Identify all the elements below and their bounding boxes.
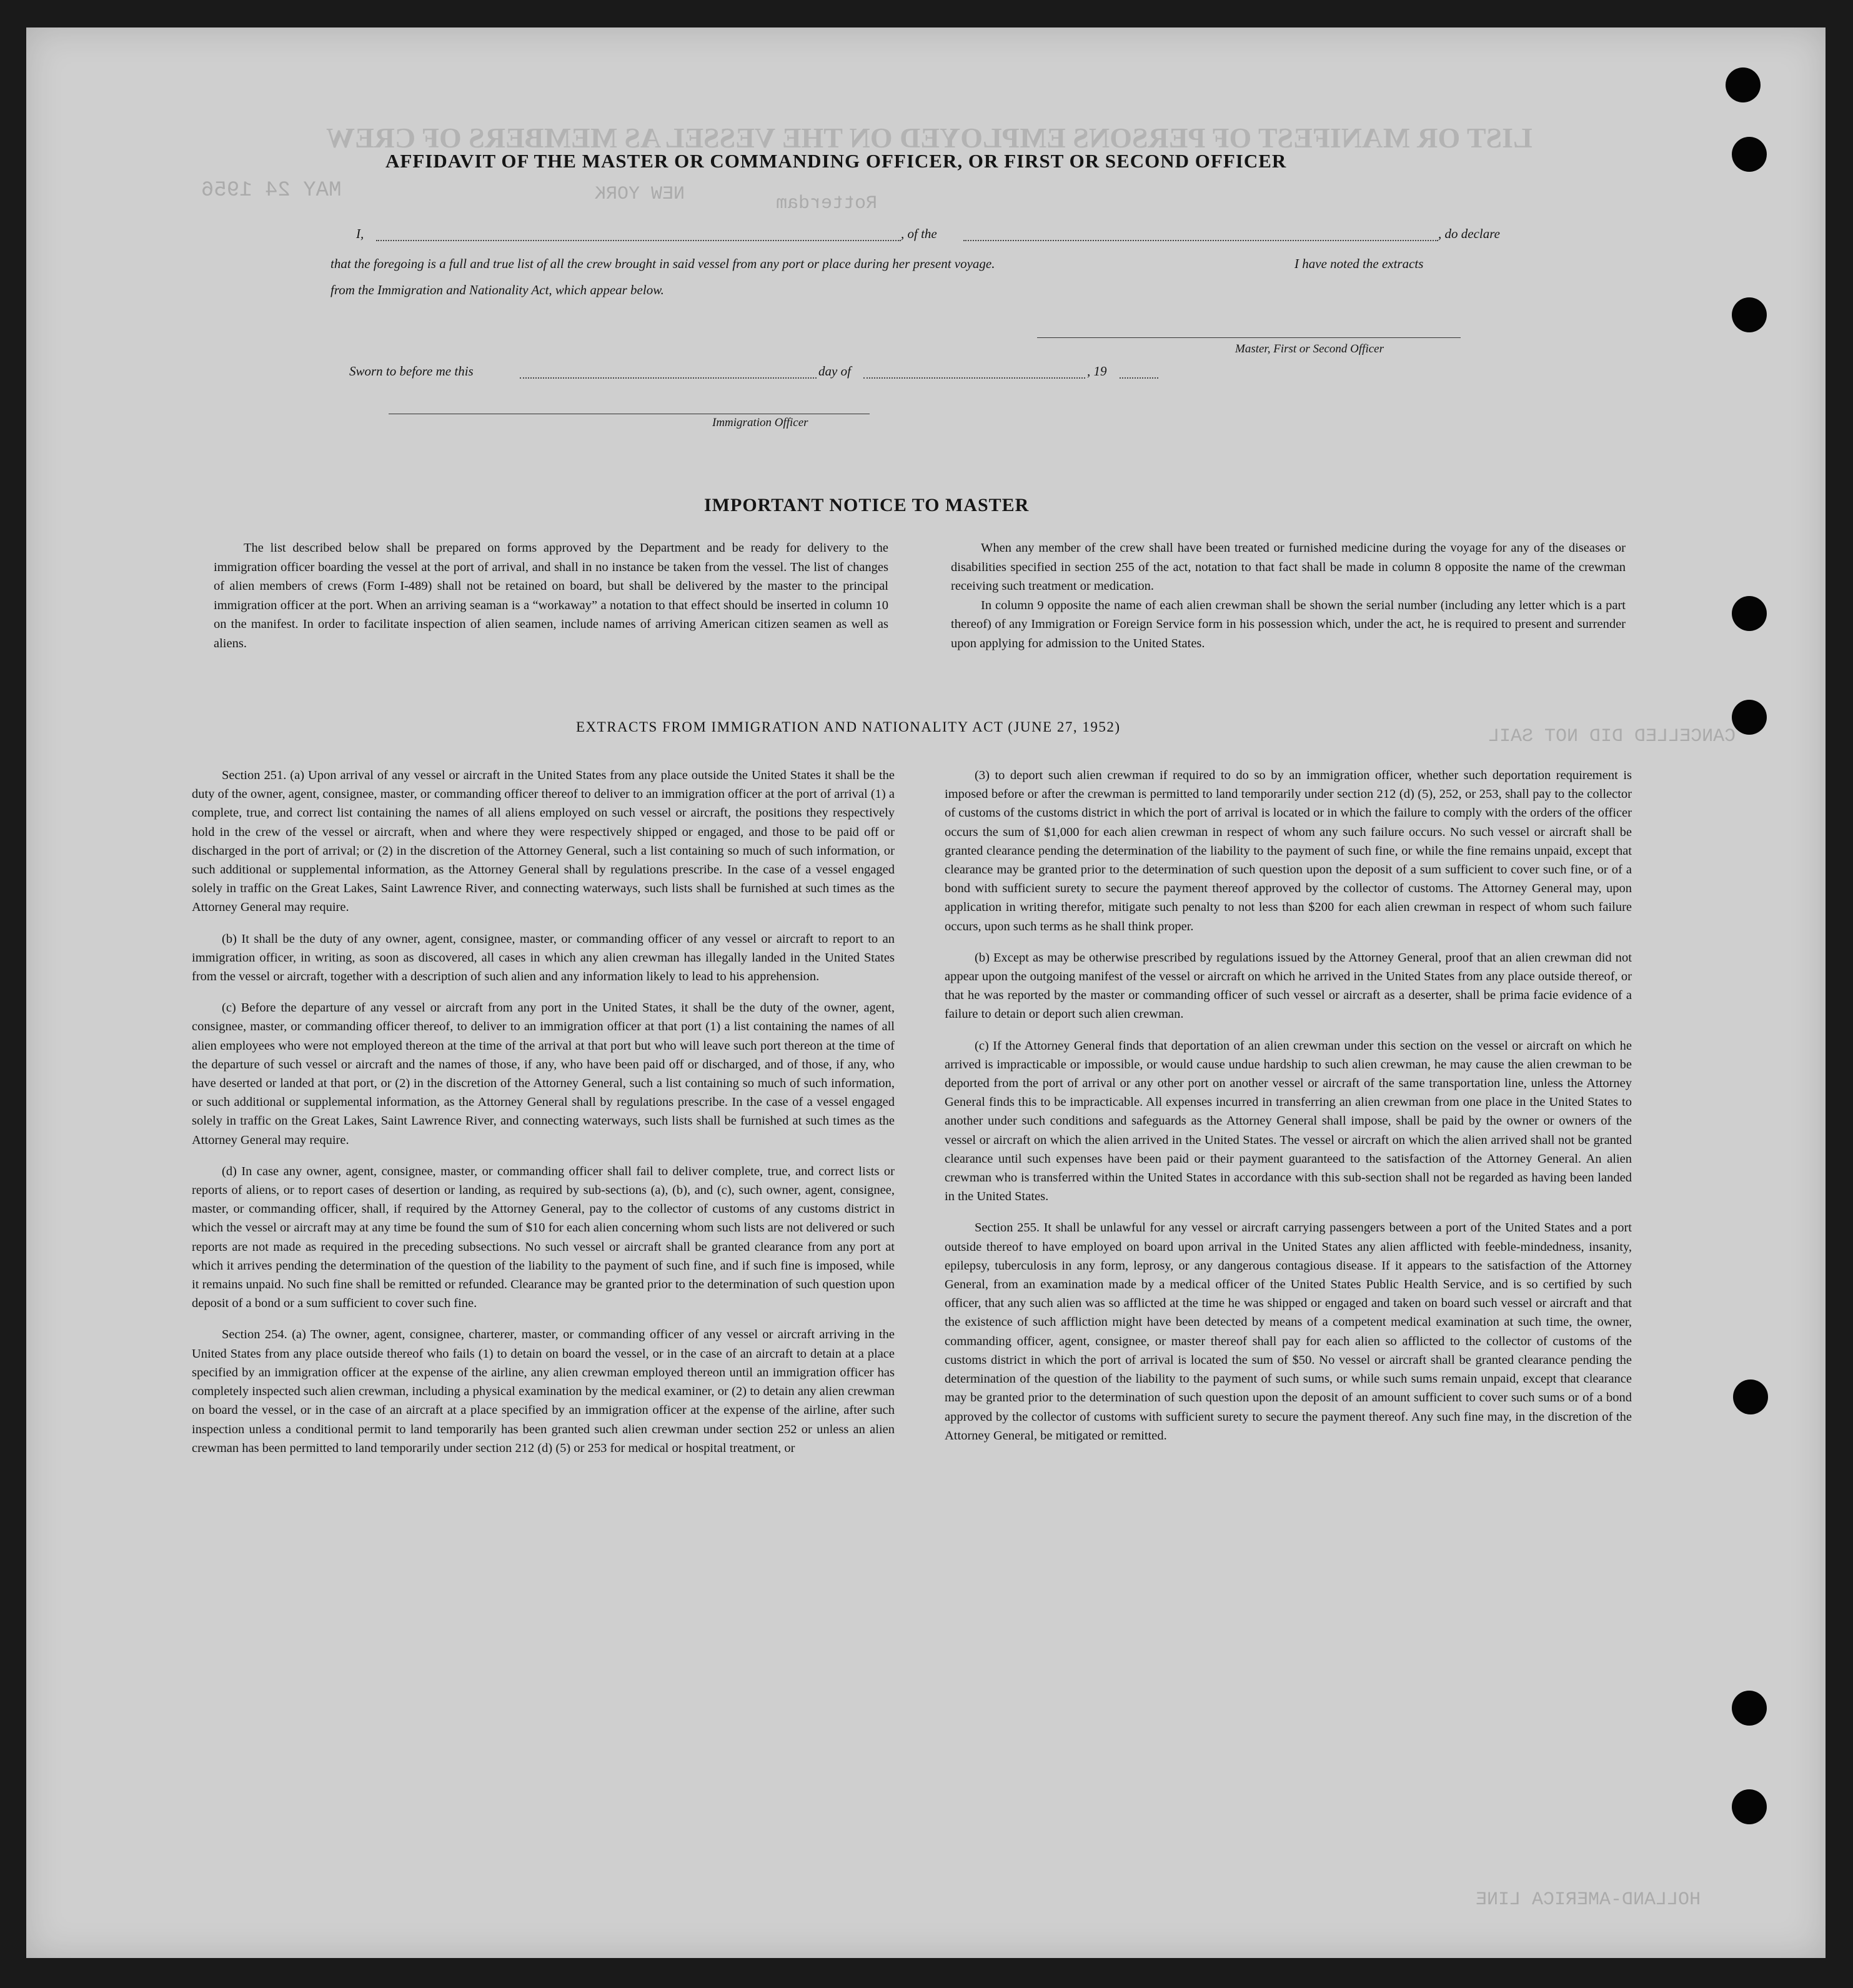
name-blank[interactable]	[376, 240, 901, 241]
punch-hole	[1733, 1379, 1768, 1414]
punch-hole	[1732, 1789, 1767, 1824]
document-page	[26, 27, 1826, 1958]
extract-paragraph: (b) It shall be the duty of any owner, agent, consignee, master, or commanding officer of any vessel or aircraft to report to an immigration officer, in writing, as soon as discovered, all cases in which any alien crewman has illegally landed in the United States from the vessel or aircraft, together with a description of such alien and any information likely to lead to his apprehension.	[192, 932, 895, 984]
extracts-left-column	[192, 766, 895, 1470]
affidavit-of-the-label: , of the	[901, 226, 937, 241]
bleed-through-cancelled: CANCELLED DID NOT SAIL	[1488, 726, 1736, 747]
punch-hole	[1726, 67, 1761, 102]
affidavit-line-2-right: I have noted the extracts	[1294, 256, 1424, 271]
notice-right-paragraph: When any member of the crew shall have been treated or furnished medicine during the voyage for any of the diseases or disabilities specified in section 255 of the act, notation to that fact shall be made in column 8 opposite the name of the crewman receiving such treatment or medication.	[951, 541, 1626, 593]
punch-hole	[1732, 297, 1767, 332]
vessel-blank[interactable]	[963, 240, 1438, 241]
notice-right-column	[951, 539, 1626, 653]
bleed-through-title: LIST OR MANIFEST OF PERSONS EMPLOYED ON THE VESSEL AS MEMBERS OF CREW	[326, 122, 1533, 154]
punch-hole	[1732, 137, 1767, 172]
extract-paragraph: Section 251. (a) Upon arrival of any vessel or aircraft in the United States from any place outside the United States it shall be the duty of the owner, agent, consignee, master, or commanding officer thereof to deliver to an immigration officer at the port of arrival (1) a complete, true, and correct list containing the names of all aliens employed on such vessel or aircraft, the positions they respectively hold in the crew of the vessel or aircraft, when and where they were respectively shipped or engaged, and those to be paid off or discharged in the port of arrival; or (2) in the discretion of the Attorney General, such a list containing so much of such information, or such additional or supplemental information, as the Attorney General shall by regulations prescribe. In the case of a vessel engaged solely in traffic on the Great Lakes, Saint Lawrence River, and connecting waterways, such lists shall be furnished at such times as the Attorney General may require.	[192, 768, 895, 915]
punch-hole	[1732, 1691, 1767, 1726]
punch-hole	[1732, 700, 1767, 735]
bleed-through-from-port: Rotterdam	[776, 193, 878, 214]
affidavit-title: AFFIDAVIT OF THE MASTER OR COMMANDING OFFICER, OR FIRST OR SECOND OFFICER	[385, 150, 1287, 172]
sworn-year-blank[interactable]	[1120, 377, 1158, 379]
extracts-right-column	[945, 766, 1632, 1458]
sworn-label: Sworn to before me this	[349, 364, 474, 379]
notice-title: IMPORTANT NOTICE TO MASTER	[704, 495, 1030, 515]
extracts-title: EXTRACTS FROM IMMIGRATION AND NATIONALITY ACT (JUNE 27, 1952)	[576, 719, 1121, 735]
extract-paragraph: (c) If the Attorney General finds that deportation of an alien crewman under this section on the vessel or aircraft on which he arrived is impracticable or impossible, or would cause undue hardship to such alien crewman, he may cause the alien crewman to be deported from the port of arrival or any other port on another vessel or aircraft of the same transportation line, unless the Attorney General finds this to be impracticable. All expenses incurred in transferring an alien crewman from one place in the United States to another under such conditions and safeguards as the Attorney General shall impose, shall be paid by the owner or owners of the vessel or aircraft on which the alien arrived in the United States. The vessel or aircraft on which the alien arrived shall not be granted clearance until such expenses have been paid or their payment guaranteed to the satisfaction of the Attorney General. An alien crewman who is transferred within the United States in accordance with this sub-section shall not be regarded as having been landed in the United States.	[945, 1038, 1632, 1204]
punch-hole	[1732, 596, 1767, 631]
day-of-label: day of	[818, 364, 851, 379]
extract-paragraph: Section 254. (a) The owner, agent, consignee, charterer, master, or commanding officer of any vessel or aircraft arriving in the United States from any place outside thereof who fails (1) to detain on board the vessel, or in the case of an aircraft to detain at a place specified by an immigration officer at the expense of the airline, any alien crewman employed thereon until an immigration officer has completely inspected such alien crewman, including a physical examination by the medical examiner, or (2) to detain any alien crewman on board the vessel, or in the case of an aircraft at a place specified by an immigration officer at the expense of the airline, after such inspection unless a conditional permit to land temporarily has been granted such alien crewman under section 252 or unless an alien crewman has been permitted to land temporarily under section 212 (d) (5) or 253 for medical or hospital treatment, or	[192, 1328, 895, 1455]
bleed-through-port: NEW YORK	[595, 184, 685, 205]
affidavit-i-label: I,	[356, 226, 364, 241]
officer-caption: Immigration Officer	[712, 416, 808, 429]
affidavit-declare-label: , do declare	[1438, 226, 1500, 241]
sworn-month-blank[interactable]	[863, 377, 1085, 379]
extract-paragraph: (c) Before the departure of any vessel or aircraft from any port in the United States, it shall be the duty of the owner, agent, consignee, master, or commanding officer thereof, to deliver to an immigration officer at that port (1) a list containing the names of all alien employees who were not employed thereon at the time of the arrival at that port but who will leave such port thereon at the time of the departure of such vessel or aircraft and the names of those, if any, who have been paid off or discharged, and of those, if any, who have deserted or landed at that port, or (2) in the discretion of the Attorney General, such a list containing so much of such information, or such additional or supplemental information, as the Attorney General shall by regulations prescribe. In the case of a vessel engaged solely in traffic on the Great Lakes, Saint Lawrence River, and connecting waterways, such lists shall be furnished at such times as the Attorney General may require.	[192, 1001, 895, 1147]
notice-left-paragraph: The list described below shall be prepared on forms approved by the Department and be ready for delivery to the immigration officer boarding the vessel at the port of arrival, and shall in no instance be taken from the vessel. The list of changes of alien members of crews (Form I-489) shall not be retained on board, but shall be delivered by the master to the principal immigration officer at the port. When an arriving seaman is a “workaway” a notation to that effect should be inserted in column 10 on the manifest. In order to facilitate inspection of alien seamen, include names of arriving American citizen seamen as well as aliens.	[214, 541, 888, 650]
bleed-through-line: HOLLAND-AMERICA LINE	[1476, 1889, 1701, 1911]
extract-paragraph: (b) Except as may be otherwise prescribed by regulations issued by the Attorney General, proof that an alien crewman did not appear upon the outgoing manifest of the vessel or aircraft on which he arrived in the United States from any place outside thereof, or that he was reported by the master or commanding officer of such vessel or aircraft as a deserter, shall be prima facie evidence of a failure to detain or deport such alien crewman.	[945, 950, 1632, 1021]
notice-right-paragraph: In column 9 opposite the name of each alien crewman shall be shown the serial number (including any letter which is a part thereof) of any Immigration or Foreign Service form in his possession which, under the act, he is required to present and surrender upon applying for admission to the United States.	[951, 598, 1626, 650]
bleed-through-stamp-date: MAY 24 1956	[201, 179, 342, 202]
year-label: , 19	[1087, 364, 1107, 379]
master-signature-line[interactable]	[1037, 337, 1461, 338]
affidavit-line-2: that the foregoing is a full and true list of all the crew brought in said vessel from any port or place during her present voyage.	[330, 256, 995, 271]
master-caption: Master, First or Second Officer	[1235, 342, 1384, 355]
affidavit-line-3: from the Immigration and Nationality Act, which appear below.	[330, 282, 664, 297]
extract-paragraph: Section 255. It shall be unlawful for any vessel or aircraft carrying passengers between a port of the United States and a port outside thereof to have employed on board upon arrival in the United States any alien afflicted with feeble-mindedness, insanity, epilepsy, tuberculosis in any form, leprosy, or any dangerous contagious disease. If it appears to the satisfaction of the Attorney General, from an examination made by a medical officer of the United States Public Health Service, and is so certified by such officer, that any such alien was so afflicted at the time he was shipped or engaged and taken on board such vessel or aircraft and that the existence of such affliction might have been detected by means of a competent medical examination at such time, the owner, commanding officer, agent, consignee, or master thereof shall pay for each alien so afflicted to the collector of customs of the customs district in which the port of arrival is located the sum of $50. No vessel or aircraft shall be granted clearance pending the determination of the question of the liability to the payment of such sums, or while such sums remain unpaid, except that clearance may be granted prior to the determination of such question upon the deposit of an amount sufficient to cover such sums or of a bond approved by the collector of customs with sufficient surety to secure the payment thereof. Any such fine may, in the discretion of the Attorney General, be mitigated or remitted.	[945, 1221, 1632, 1443]
sworn-day-blank[interactable]	[520, 377, 817, 379]
extract-paragraph: (3) to deport such alien crewman if required to do so by an immigration officer, whether such deportation requirement is imposed before or after the crewman is permitted to land temporarily under section 212 (d) (5), 252, or 253, shall pay to the collector of customs of the customs district in which the port of arrival is located or in which the failure to comply with the orders of the officer occurs the sum of $1,000 for each alien crewman in respect of whom any such failure occurs. No such vessel or aircraft shall be granted clearance pending the determination of the liability to the payment of such fine, or while the fine remains unpaid, except that clearance may be granted prior to the determination of such question upon the deposit of a sum sufficient to cover such fine, or of a bond with sufficient surety to secure the payment thereof approved by the collector of customs. The Attorney General may, upon application in writing therefor, mitigate such penalty to not less than $200 for each alien crewman in respect of whom such failure occurs, upon such terms as he shall think proper.	[945, 768, 1632, 933]
extract-paragraph: (d) In case any owner, agent, consignee, master, or commanding officer shall fail to deliver complete, true, and correct lists or reports of aliens, or to report cases of desertion or landing, as required by sub-sections (a), (b), and (c), such owner, agent, consignee, master, or commanding officer, shall, if required by the Attorney General, pay to the collector of customs of any customs district in which the vessel or aircraft may at any time be found the sum of $10 for each alien concerning whom such lists are not delivered or such reports are not made as required in the preceding subsections. No such vessel or aircraft shall be granted clearance from any port at which it arrives pending the determination of the question of the liability to the payment of such fine, and if such fine is imposed, while it remains unpaid. No such fine shall be remitted or refunded. Clearance may be granted prior to the determination of such question upon deposit of a bond or a sum sufficient to cover such fine.	[192, 1164, 895, 1311]
